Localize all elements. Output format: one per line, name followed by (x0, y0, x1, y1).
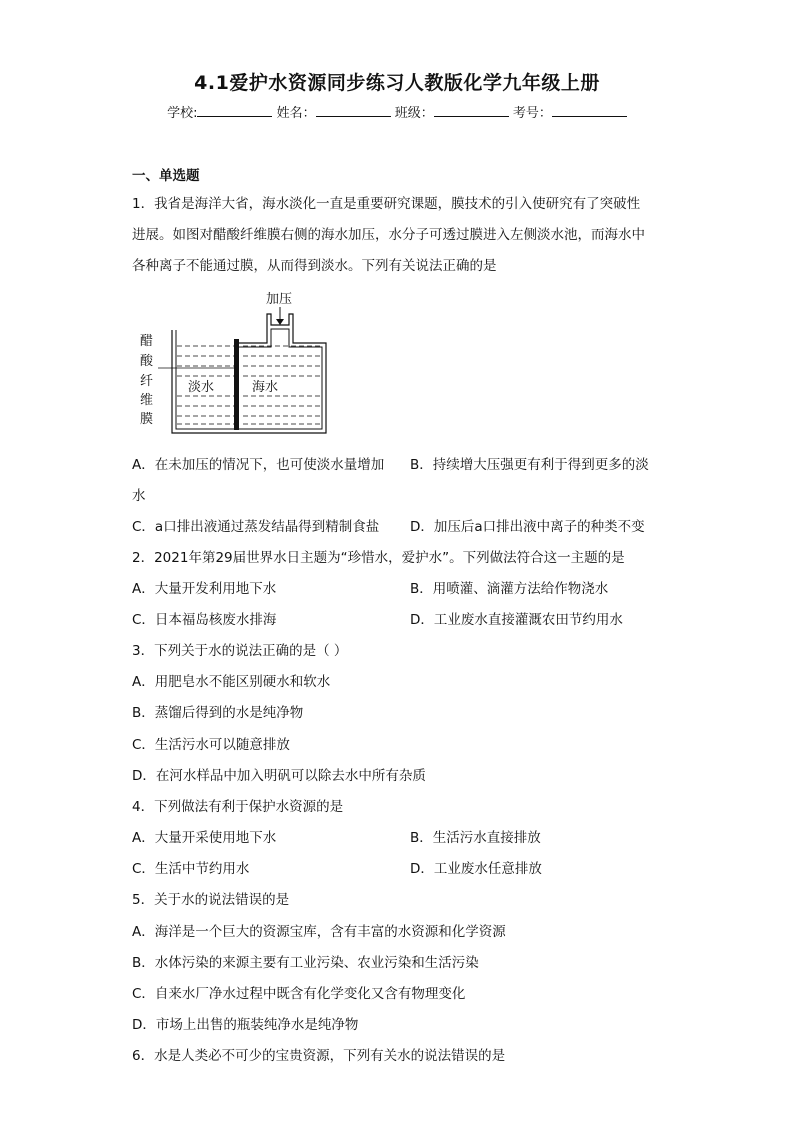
exam-no-label: 考号： (512, 106, 552, 121)
q2-option-d[interactable]: D．工业废水直接灌溉农田节约用水 (410, 612, 623, 628)
q4-option-c[interactable]: C．生活中节约用水 (132, 861, 250, 877)
q1-stem-line3: 各种离子不能通过膜，从而得到淡水。下列有关说法正确的是 (132, 258, 497, 274)
fresh-water-label: 淡水 (188, 380, 215, 395)
q2-option-c[interactable]: C．日本福岛核废水排海 (132, 612, 277, 628)
membrane (234, 339, 239, 430)
pressure-label: 加压 (266, 292, 293, 307)
membrane-char-5: 膜 (140, 412, 154, 427)
exam-no-blank[interactable] (552, 104, 627, 117)
q3-option-a[interactable]: A．用肥皂水不能区别硬水和软水 (132, 674, 331, 690)
q1-option-b-cont: 水 (132, 488, 146, 504)
student-info-line (0, 102, 794, 121)
q2-option-b[interactable]: B．用喷灌、滴灌方法给作物浇水 (410, 581, 609, 597)
q1-stem-line2: 进展。如图对醋酸纤维膜右侧的海水加压，水分子可透过膜进入左侧淡水池，而海水中 (132, 227, 645, 243)
q3-option-b[interactable]: B．蒸馏后得到的水是纯净物 (132, 705, 304, 721)
section-heading: 一、单选题 (132, 168, 200, 184)
school-label: 学校: (167, 106, 198, 121)
membrane-char-2: 酸 (140, 354, 154, 369)
q5-option-c[interactable]: C．自来水厂净水过程中既含有化学变化又含有物理变化 (132, 986, 466, 1002)
pressure-arrow-head (276, 319, 284, 325)
q5-option-a[interactable]: A．海洋是一个巨大的资源宝库，含有丰富的水资源和化学资源 (132, 924, 506, 940)
q1-membrane-diagram (130, 285, 340, 440)
q3-stem: 3．下列关于水的说法正确的是（ ） (132, 643, 348, 659)
q2-stem: 2．2021年第29届世界水日主题为“珍惜水，爱护水”。下列做法符合这一主题的是 (132, 550, 625, 566)
q4-option-a[interactable]: A．大量开采使用地下水 (132, 830, 277, 846)
membrane-char-3: 纤 (140, 374, 154, 389)
membrane-char-4: 维 (140, 393, 154, 408)
q1-option-b[interactable]: B．持续增大压强更有利于得到更多的淡 (410, 457, 649, 473)
membrane-char-1: 醋 (140, 334, 154, 349)
q1-option-a[interactable]: A．在未加压的情况下，也可使淡水量增加 (132, 457, 385, 473)
q1-stem-line1: 1．我省是海洋大省，海水淡化一直是重要研究课题，膜技术的引入使研究有了突破性 (132, 196, 641, 212)
name-label: 姓名： (276, 106, 316, 121)
q5-stem: 5．关于水的说法错误的是 (132, 892, 290, 908)
container-outline (172, 314, 326, 433)
q1-option-d[interactable]: D．加压后a口排出液中离子的种类不变 (410, 519, 645, 535)
sea-water-label: 海水 (252, 380, 279, 395)
q5-option-b[interactable]: B．水体污染的来源主要有工业污染、农业污染和生活污染 (132, 955, 479, 971)
name-blank[interactable] (316, 104, 391, 117)
q4-option-b[interactable]: B．生活污水直接排放 (410, 830, 541, 846)
q5-option-d[interactable]: D．市场上出售的瓶装纯净水是纯净物 (132, 1017, 359, 1033)
q2-option-a[interactable]: A．大量开发利用地下水 (132, 581, 277, 597)
page-title: 4.1爱护水资源同步练习人教版化学九年级上册 (194, 72, 600, 94)
class-label: 班级： (394, 106, 434, 121)
class-blank[interactable] (434, 104, 509, 117)
q4-option-d[interactable]: D．工业废水任意排放 (410, 861, 542, 877)
q3-option-d[interactable]: D．在河水样品中加入明矾可以除去水中所有杂质 (132, 768, 426, 784)
q3-option-c[interactable]: C．生活污水可以随意排放 (132, 737, 290, 753)
q1-option-c[interactable]: C．a口排出液通过蒸发结晶得到精制食盐 (132, 519, 380, 535)
q6-stem: 6．水是人类必不可少的宝贵资源，下列有关水的说法错误的是 (132, 1048, 506, 1064)
school-blank[interactable] (197, 104, 272, 117)
q4-stem: 4．下列做法有利于保护水资源的是 (132, 799, 344, 815)
